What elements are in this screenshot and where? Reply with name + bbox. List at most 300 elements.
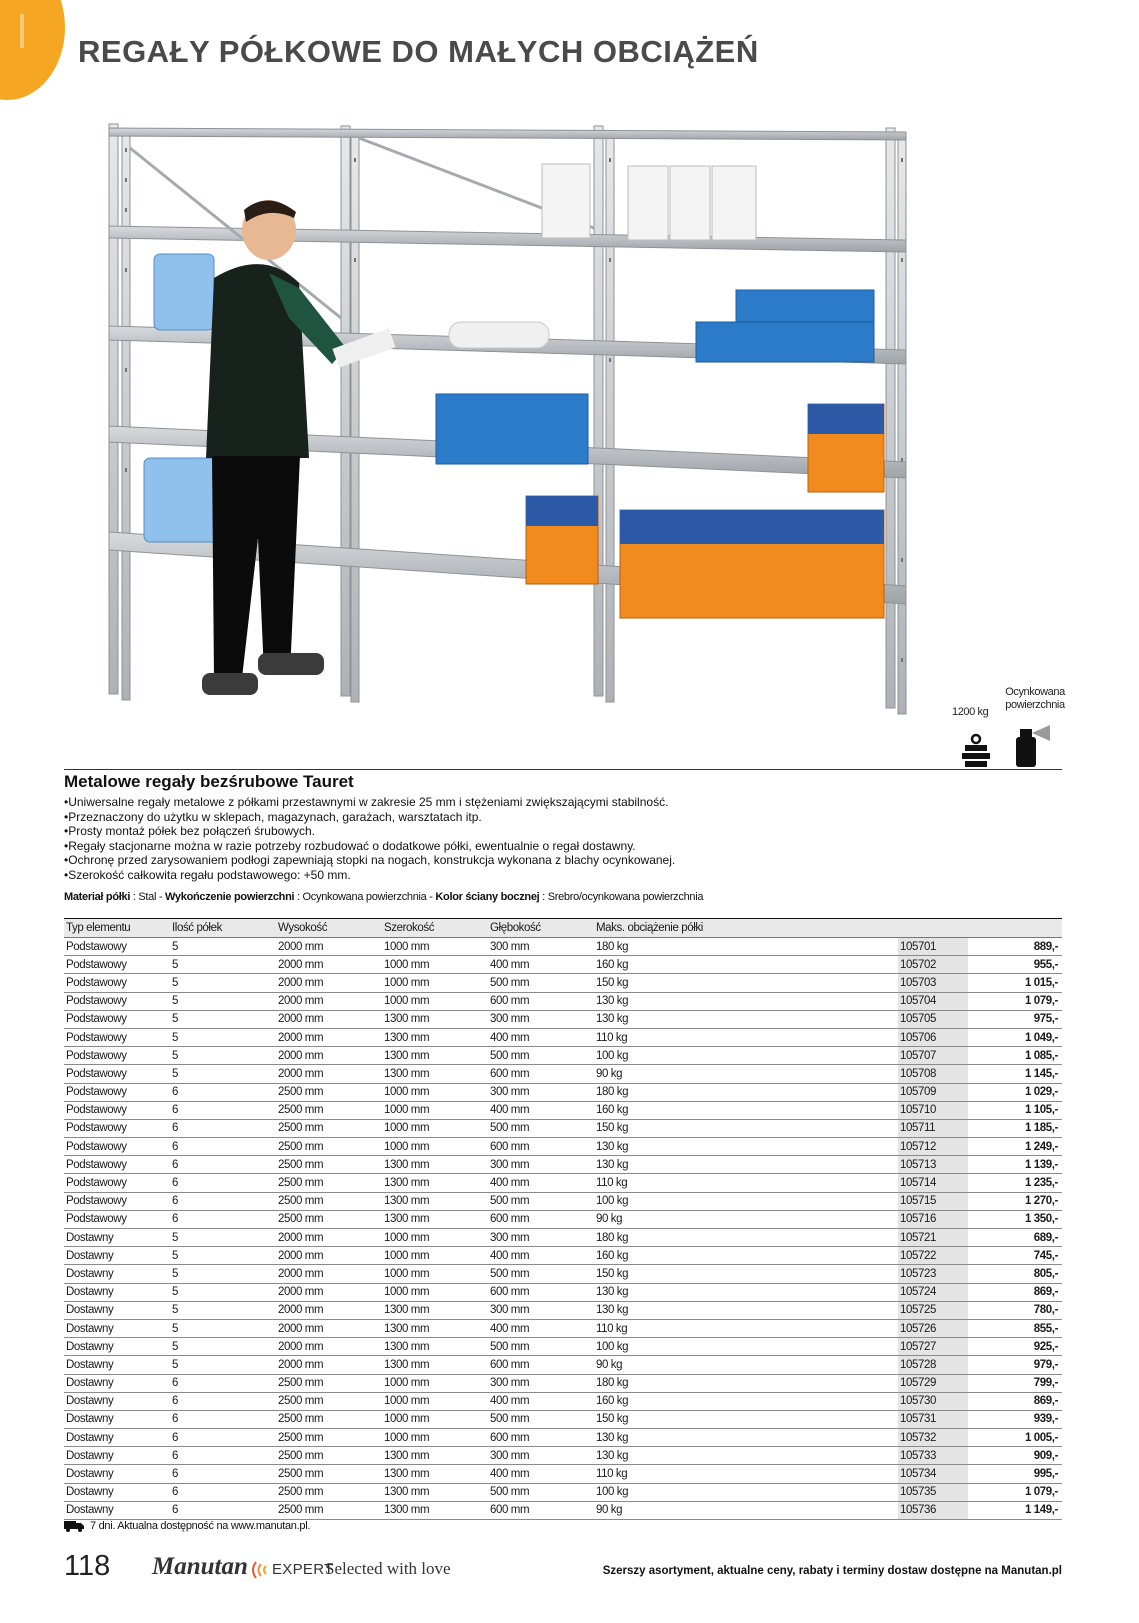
cell-depth: 400 mm: [488, 1247, 594, 1265]
cell-shelves: 5: [170, 1356, 276, 1374]
cell-height: 2000 mm: [276, 1247, 382, 1265]
cell-type: Dostawny: [64, 1392, 170, 1410]
cell-height: 2000 mm: [276, 974, 382, 992]
cell-type: Dostawny: [64, 1410, 170, 1428]
table-row: [64, 1429, 1062, 1447]
cell-type: Dostawny: [64, 1465, 170, 1483]
cell-code: 105722: [898, 1247, 968, 1265]
cell-type: Podstawowy: [64, 1119, 170, 1137]
cell-code: 105712: [898, 1138, 968, 1156]
cell-height: 2500 mm: [276, 1429, 382, 1447]
cell-depth: 400 mm: [488, 1319, 594, 1337]
cell-max-load: 180 kg: [594, 938, 898, 956]
table-row: [64, 1356, 1062, 1374]
cell-type: Podstawowy: [64, 1010, 170, 1028]
cell-shelves: 6: [170, 1465, 276, 1483]
cell-shelves: 5: [170, 1065, 276, 1083]
brand-expert: EXPERT: [272, 1561, 334, 1578]
cell-code: 105736: [898, 1501, 968, 1519]
cell-depth: 400 mm: [488, 956, 594, 974]
cell-width: 1300 mm: [382, 1047, 488, 1065]
cell-width: 1000 mm: [382, 938, 488, 956]
cell-shelves: 6: [170, 1501, 276, 1519]
cell-type: Dostawny: [64, 1265, 170, 1283]
cell-depth: 400 mm: [488, 1465, 594, 1483]
cell-depth: 300 mm: [488, 938, 594, 956]
table-row: [64, 992, 1062, 1010]
material-label: Materiał półki: [64, 891, 131, 903]
table-row: [64, 1101, 1062, 1119]
cell-max-load: 180 kg: [594, 1374, 898, 1392]
cell-shelves: 5: [170, 1319, 276, 1337]
cell-price: 1 270,-: [968, 1192, 1062, 1210]
cell-price: 1 149,-: [968, 1501, 1062, 1519]
table-row: [64, 1010, 1062, 1028]
cell-depth: 600 mm: [488, 1429, 594, 1447]
cell-width: 1300 mm: [382, 1483, 488, 1501]
cell-height: 2500 mm: [276, 1210, 382, 1228]
cell-code: 105709: [898, 1083, 968, 1101]
cell-height: 2000 mm: [276, 1356, 382, 1374]
table-header-row: [64, 919, 1062, 938]
cell-shelves: 6: [170, 1392, 276, 1410]
table-row: [64, 1301, 1062, 1319]
cell-height: 2000 mm: [276, 1265, 382, 1283]
cell-height: 2500 mm: [276, 1483, 382, 1501]
cell-width: 1000 mm: [382, 1119, 488, 1137]
cell-type: Dostawny: [64, 1301, 170, 1319]
cell-max-load: 90 kg: [594, 1210, 898, 1228]
cell-price: 1 015,-: [968, 974, 1062, 992]
cell-type: Dostawny: [64, 1429, 170, 1447]
cell-height: 2500 mm: [276, 1156, 382, 1174]
cell-shelves: 6: [170, 1174, 276, 1192]
cell-code: 105703: [898, 974, 968, 992]
cell-shelves: 5: [170, 1247, 276, 1265]
cell-type: Podstawowy: [64, 1083, 170, 1101]
header-width: Szerokość: [382, 919, 488, 938]
cell-height: 2500 mm: [276, 1465, 382, 1483]
cell-price: 1 049,-: [968, 1028, 1062, 1046]
cell-width: 1000 mm: [382, 1392, 488, 1410]
cell-height: 2500 mm: [276, 1174, 382, 1192]
page-number: 118: [64, 1550, 111, 1582]
cell-shelves: 5: [170, 956, 276, 974]
cell-width: 1000 mm: [382, 956, 488, 974]
cell-max-load: 160 kg: [594, 1101, 898, 1119]
cell-code: 105727: [898, 1338, 968, 1356]
delivery-text: 7 dni. Aktualna dostępność na www.manutan.pl.: [90, 1520, 311, 1532]
cell-depth: 400 mm: [488, 1392, 594, 1410]
cell-width: 1000 mm: [382, 1083, 488, 1101]
table-row: [64, 974, 1062, 992]
cell-width: 1000 mm: [382, 1138, 488, 1156]
cell-height: 2500 mm: [276, 1101, 382, 1119]
brand-logo: Manutan: [152, 1553, 248, 1580]
header-price: [968, 919, 1062, 938]
cell-width: 1000 mm: [382, 1247, 488, 1265]
cell-shelves: 5: [170, 1338, 276, 1356]
table-row: [64, 938, 1062, 956]
table-row: [64, 1338, 1062, 1356]
table-row: [64, 1028, 1062, 1046]
cell-price: 1 145,-: [968, 1065, 1062, 1083]
cell-type: Podstawowy: [64, 1138, 170, 1156]
cell-price: 1 079,-: [968, 1483, 1062, 1501]
cell-depth: 500 mm: [488, 1410, 594, 1428]
header-height: Wysokość: [276, 919, 382, 938]
cell-max-load: 180 kg: [594, 1083, 898, 1101]
feature-item: • Przeznaczony do użytku w sklepach, magazynach, garażach, warsztatach itp.: [64, 810, 675, 825]
cell-type: Podstawowy: [64, 1174, 170, 1192]
cell-code: 105734: [898, 1465, 968, 1483]
cell-max-load: 100 kg: [594, 1192, 898, 1210]
cell-max-load: 130 kg: [594, 1138, 898, 1156]
table-body: [64, 938, 1062, 1520]
cell-price: 995,-: [968, 1465, 1062, 1483]
cell-price: 799,-: [968, 1374, 1062, 1392]
feature-list: [64, 795, 675, 883]
cell-shelves: 5: [170, 974, 276, 992]
cell-height: 2000 mm: [276, 1065, 382, 1083]
cell-code: 105705: [898, 1010, 968, 1028]
cell-max-load: 130 kg: [594, 1447, 898, 1465]
cell-code: 105735: [898, 1483, 968, 1501]
cell-depth: 400 mm: [488, 1174, 594, 1192]
cell-type: Dostawny: [64, 1483, 170, 1501]
cell-shelves: 5: [170, 938, 276, 956]
cell-code: 105716: [898, 1210, 968, 1228]
table-row: [64, 1501, 1062, 1519]
material-value: Stal: [138, 891, 157, 903]
cell-max-load: 110 kg: [594, 1319, 898, 1337]
cell-shelves: 6: [170, 1447, 276, 1465]
cell-type: Podstawowy: [64, 1210, 170, 1228]
surface-finish-label: Ocynkowana powierzchnia: [1005, 686, 1065, 711]
cell-height: 2000 mm: [276, 956, 382, 974]
cell-price: 1 350,-: [968, 1210, 1062, 1228]
cell-depth: 400 mm: [488, 1101, 594, 1119]
cell-height: 2500 mm: [276, 1083, 382, 1101]
cell-width: 1300 mm: [382, 1156, 488, 1174]
cell-type: Dostawny: [64, 1356, 170, 1374]
cell-width: 1300 mm: [382, 1447, 488, 1465]
cell-code: 105715: [898, 1192, 968, 1210]
cell-type: Podstawowy: [64, 992, 170, 1010]
logo-waves-icon: [248, 1560, 270, 1580]
cell-height: 2000 mm: [276, 1229, 382, 1247]
cell-max-load: 160 kg: [594, 1247, 898, 1265]
cell-depth: 600 mm: [488, 1501, 594, 1519]
cell-code: 105731: [898, 1410, 968, 1428]
tagline: Selected with love: [325, 1559, 451, 1578]
cell-price: 1 235,-: [968, 1174, 1062, 1192]
finish-label: Wykończenie powierzchni: [165, 891, 295, 903]
cell-type: Podstawowy: [64, 1192, 170, 1210]
table-row: [64, 1119, 1062, 1137]
cell-depth: 600 mm: [488, 1283, 594, 1301]
table-row: [64, 1065, 1062, 1083]
cell-type: Podstawowy: [64, 1065, 170, 1083]
cell-shelves: 6: [170, 1083, 276, 1101]
cell-price: 889,-: [968, 938, 1062, 956]
cell-shelves: 5: [170, 1283, 276, 1301]
cell-shelves: 5: [170, 1265, 276, 1283]
cell-width: 1300 mm: [382, 1028, 488, 1046]
cell-type: Podstawowy: [64, 1028, 170, 1046]
table-row: [64, 1447, 1062, 1465]
cell-height: 2500 mm: [276, 1392, 382, 1410]
cell-height: 2000 mm: [276, 1301, 382, 1319]
cell-code: 105721: [898, 1229, 968, 1247]
cell-width: 1000 mm: [382, 1429, 488, 1447]
header-shelves: Ilość półek: [170, 919, 276, 938]
cell-width: 1000 mm: [382, 1374, 488, 1392]
table-row: [64, 1283, 1062, 1301]
cell-type: Dostawny: [64, 1229, 170, 1247]
header-depth: Głębokość: [488, 919, 594, 938]
load-capacity-label: 1200 kg: [952, 706, 989, 718]
cell-height: 2000 mm: [276, 1010, 382, 1028]
footer-info-text: Szerszy asortyment, aktualne ceny, rabaty i terminy dostaw dostępne na: [602, 1565, 999, 1577]
cell-max-load: 130 kg: [594, 1010, 898, 1028]
cell-height: 2000 mm: [276, 992, 382, 1010]
cell-type: Dostawny: [64, 1319, 170, 1337]
cell-code: 105728: [898, 1356, 968, 1374]
cell-width: 1300 mm: [382, 1465, 488, 1483]
cell-code: 105711: [898, 1119, 968, 1137]
cell-price: 1 185,-: [968, 1119, 1062, 1137]
table-row: [64, 1374, 1062, 1392]
cell-height: 2500 mm: [276, 1138, 382, 1156]
cell-price: 855,-: [968, 1319, 1062, 1337]
cell-height: 2500 mm: [276, 1119, 382, 1137]
cell-shelves: 6: [170, 1210, 276, 1228]
side-color-value: Srebro/ocynkowana powierzchnia: [547, 891, 704, 903]
cell-height: 2000 mm: [276, 1338, 382, 1356]
material-info: Materiał półki : Stal - Wykończenie powierzchni : Ocynkowana powierzchnia - Kolor ściany bocznej : Srebro/ocynkowana powierzchnia: [64, 891, 704, 903]
cell-code: 105701: [898, 938, 968, 956]
cell-depth: 500 mm: [488, 1047, 594, 1065]
table-row: [64, 1138, 1062, 1156]
price-table: [64, 918, 1062, 1520]
cell-depth: 300 mm: [488, 1229, 594, 1247]
header-code: [898, 919, 968, 938]
cell-shelves: 5: [170, 1229, 276, 1247]
cell-type: Dostawny: [64, 1247, 170, 1265]
cell-depth: 300 mm: [488, 1083, 594, 1101]
table-row: [64, 1229, 1062, 1247]
cell-max-load: 110 kg: [594, 1465, 898, 1483]
cell-width: 1000 mm: [382, 1229, 488, 1247]
table-row: [64, 1392, 1062, 1410]
cell-depth: 300 mm: [488, 1374, 594, 1392]
cell-max-load: 160 kg: [594, 956, 898, 974]
cell-price: 1 029,-: [968, 1083, 1062, 1101]
cell-shelves: 6: [170, 1119, 276, 1137]
cell-price: 1 105,-: [968, 1101, 1062, 1119]
table-row: [64, 1319, 1062, 1337]
cell-code: 105710: [898, 1101, 968, 1119]
weight-icon: [960, 733, 992, 767]
cell-code: 105708: [898, 1065, 968, 1083]
table-row: [64, 1410, 1062, 1428]
cell-max-load: 150 kg: [594, 1119, 898, 1137]
cell-width: 1300 mm: [382, 1356, 488, 1374]
cell-type: Podstawowy: [64, 956, 170, 974]
cell-type: Dostawny: [64, 1374, 170, 1392]
cell-shelves: 6: [170, 1101, 276, 1119]
cell-width: 1000 mm: [382, 1283, 488, 1301]
table-row: [64, 1265, 1062, 1283]
table-row: [64, 1047, 1062, 1065]
cell-max-load: 150 kg: [594, 974, 898, 992]
cell-code: 105713: [898, 1156, 968, 1174]
cell-price: 745,-: [968, 1247, 1062, 1265]
table-row: [64, 1174, 1062, 1192]
cell-code: 105726: [898, 1319, 968, 1337]
cell-max-load: 100 kg: [594, 1338, 898, 1356]
cell-height: 2000 mm: [276, 1283, 382, 1301]
cell-code: 105724: [898, 1283, 968, 1301]
cell-depth: 300 mm: [488, 1301, 594, 1319]
finish-value: Ocynkowana powierzchnia: [302, 891, 427, 903]
cell-depth: 500 mm: [488, 1265, 594, 1283]
cell-depth: 600 mm: [488, 992, 594, 1010]
cell-type: Dostawny: [64, 1501, 170, 1519]
feature-item: • Szerokość całkowita regału podstawowego: +50 mm.: [64, 868, 675, 883]
cell-shelves: 6: [170, 1192, 276, 1210]
cell-type: Dostawny: [64, 1447, 170, 1465]
cell-shelves: 5: [170, 992, 276, 1010]
cell-shelves: 6: [170, 1156, 276, 1174]
cell-price: 1 139,-: [968, 1156, 1062, 1174]
cell-shelves: 6: [170, 1429, 276, 1447]
cell-type: Podstawowy: [64, 1101, 170, 1119]
cell-width: 1300 mm: [382, 1192, 488, 1210]
header-max-load: Maks. obciążenie półki: [594, 919, 898, 938]
cell-width: 1000 mm: [382, 974, 488, 992]
cell-width: 1300 mm: [382, 1319, 488, 1337]
cell-type: Podstawowy: [64, 938, 170, 956]
cell-shelves: 6: [170, 1138, 276, 1156]
cell-width: 1000 mm: [382, 992, 488, 1010]
footer-info: [603, 1565, 1062, 1577]
cell-code: 105714: [898, 1174, 968, 1192]
table-row: [64, 1247, 1062, 1265]
corner-accent-circle: [0, 0, 65, 100]
cell-max-load: 130 kg: [594, 1283, 898, 1301]
cell-depth: 500 mm: [488, 1119, 594, 1137]
cell-width: 1000 mm: [382, 1410, 488, 1428]
cell-price: 939,-: [968, 1410, 1062, 1428]
cell-shelves: 6: [170, 1374, 276, 1392]
cell-price: 1 079,-: [968, 992, 1062, 1010]
cell-max-load: 150 kg: [594, 1410, 898, 1428]
film-rolls: [449, 322, 549, 348]
cell-code: 105706: [898, 1028, 968, 1046]
cell-max-load: 110 kg: [594, 1028, 898, 1046]
feature-item: • Ochronę przed zarysowaniem podłogi zapewniają stopki na nogach, konstrukcja wykonana z blachy ocynkowanej.: [64, 853, 675, 868]
side-color-label: Kolor ściany bocznej: [435, 891, 540, 903]
cell-max-load: 160 kg: [594, 1392, 898, 1410]
feature-item: • Regały stacjonarne można w razie potrzeby rozbudować o dodatkowe półki, ewentualnie o regał dostawny.: [64, 839, 675, 854]
page-title: REGAŁY PÓŁKOWE DO MAŁYCH OBCIĄŻEŃ: [78, 34, 759, 69]
cell-shelves: 5: [170, 1301, 276, 1319]
cell-width: 1300 mm: [382, 1174, 488, 1192]
cell-code: 105704: [898, 992, 968, 1010]
product-photo: [64, 118, 1064, 768]
cell-depth: 500 mm: [488, 1338, 594, 1356]
cell-price: 780,-: [968, 1301, 1062, 1319]
cell-width: 1000 mm: [382, 1265, 488, 1283]
cell-depth: 300 mm: [488, 1447, 594, 1465]
cell-price: 909,-: [968, 1447, 1062, 1465]
cell-width: 1300 mm: [382, 1301, 488, 1319]
cell-height: 2500 mm: [276, 1447, 382, 1465]
cell-max-load: 100 kg: [594, 1047, 898, 1065]
table-row: [64, 1156, 1062, 1174]
cell-code: 105723: [898, 1265, 968, 1283]
cell-width: 1300 mm: [382, 1065, 488, 1083]
table-row: [64, 1210, 1062, 1228]
cell-height: 2500 mm: [276, 1192, 382, 1210]
feature-item: • Prosty montaż półek bez połączeń śrubowych.: [64, 824, 675, 839]
cell-height: 2500 mm: [276, 1501, 382, 1519]
cell-shelves: 5: [170, 1010, 276, 1028]
feature-item: • Uniwersalne regały metalowe z półkami przestawnymi w zakresie 25 mm i stężeniami zwiększającymi stabilność.: [64, 795, 675, 810]
table-row: [64, 1465, 1062, 1483]
header-type: Typ elementu: [64, 919, 170, 938]
cell-code: 105733: [898, 1447, 968, 1465]
product-name: Metalowe regały bezśrubowe Tauret: [64, 772, 354, 791]
cell-max-load: 150 kg: [594, 1265, 898, 1283]
cell-max-load: 130 kg: [594, 1156, 898, 1174]
cell-max-load: 180 kg: [594, 1229, 898, 1247]
cell-depth: 300 mm: [488, 1156, 594, 1174]
cell-height: 2500 mm: [276, 1374, 382, 1392]
cell-max-load: 110 kg: [594, 1174, 898, 1192]
corner-accent-mark: [20, 14, 24, 48]
cell-max-load: 130 kg: [594, 1429, 898, 1447]
cell-shelves: 5: [170, 1028, 276, 1046]
cell-height: 2000 mm: [276, 1319, 382, 1337]
cell-type: Dostawny: [64, 1338, 170, 1356]
cell-depth: 500 mm: [488, 1192, 594, 1210]
cell-height: 2000 mm: [276, 938, 382, 956]
cell-price: 1 249,-: [968, 1138, 1062, 1156]
truck-icon: [64, 1521, 84, 1532]
delivery-note: [64, 1520, 310, 1532]
cell-width: 1300 mm: [382, 1338, 488, 1356]
cell-type: Dostawny: [64, 1283, 170, 1301]
cell-height: 2500 mm: [276, 1410, 382, 1428]
cell-depth: 300 mm: [488, 1010, 594, 1028]
cell-price: 805,-: [968, 1265, 1062, 1283]
cell-price: 1 005,-: [968, 1429, 1062, 1447]
cell-max-load: 130 kg: [594, 992, 898, 1010]
cell-max-load: 90 kg: [594, 1065, 898, 1083]
cell-price: 975,-: [968, 1010, 1062, 1028]
cell-max-load: 90 kg: [594, 1501, 898, 1519]
cell-max-load: 90 kg: [594, 1356, 898, 1374]
cell-code: 105707: [898, 1047, 968, 1065]
product-divider: [64, 769, 1062, 770]
cell-depth: 500 mm: [488, 974, 594, 992]
cell-price: 869,-: [968, 1392, 1062, 1410]
cell-type: Podstawowy: [64, 974, 170, 992]
table-row: [64, 1083, 1062, 1101]
